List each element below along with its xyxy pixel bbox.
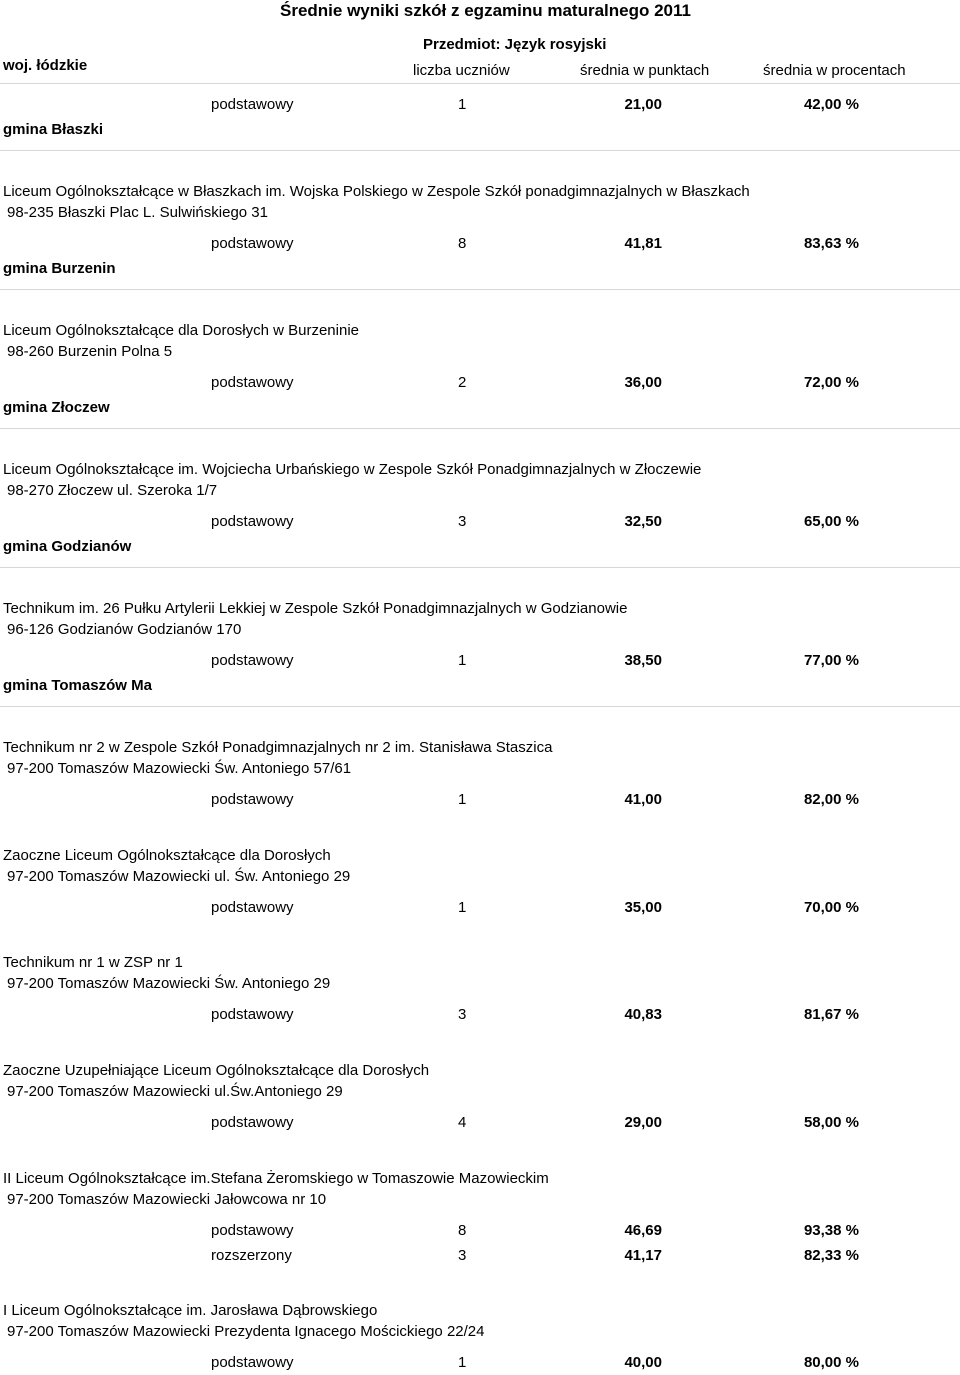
avg-points: 35,00	[624, 899, 662, 916]
student-count: 1	[458, 1354, 467, 1371]
avg-points: 41,81	[624, 235, 662, 252]
avg-points: 32,50	[624, 513, 662, 530]
exam-level: podstawowy	[211, 235, 294, 252]
avg-percent: 65,00 %	[803, 513, 859, 530]
avg-percent: 70,00 %	[803, 899, 859, 916]
school-name: Zaoczne Liceum Ogólnokształcące dla Dorosłych	[3, 847, 331, 864]
school-name: Technikum im. 26 Pułku Artylerii Lekkiej w Zespole Szkół Ponadgimnazjalnych w Godzianowie	[3, 600, 628, 617]
avg-percent: 72,00 %	[803, 374, 859, 391]
student-count: 1	[458, 791, 467, 808]
column-header-avg-percent: średnia w procentach	[763, 62, 906, 79]
school-name: II Liceum Ogólnokształcące im.Stefana Żeromskiego w Tomaszowie Mazowieckim	[3, 1170, 549, 1187]
school-name: Liceum Ogólnokształcące w Błaszkach im. Wojska Polskiego w Zespole Szkół ponadgimnazjalnych w Błaszkach	[3, 183, 750, 200]
avg-percent: 93,38 %	[803, 1222, 859, 1239]
school-address: 96-126 Godzianów Godzianów 170	[7, 621, 242, 638]
student-count: 1	[458, 96, 467, 113]
column-header-students: liczba uczniów	[413, 62, 510, 79]
school-name: I Liceum Ogólnokształcące im. Jarosława Dąbrowskiego	[3, 1302, 378, 1319]
page-title: Średnie wyniki szkół z egzaminu maturalnego 2011	[280, 1, 691, 20]
header-divider	[0, 83, 960, 84]
avg-points: 36,00	[624, 374, 662, 391]
avg-points: 38,50	[624, 652, 662, 669]
region-label: woj. łódzkie	[3, 57, 88, 74]
student-count: 4	[458, 1114, 467, 1131]
avg-points: 21,00	[624, 96, 662, 113]
avg-percent: 77,00 %	[803, 652, 859, 669]
exam-level: podstawowy	[211, 1006, 294, 1023]
student-count: 3	[458, 1247, 467, 1264]
avg-percent: 58,00 %	[803, 1114, 859, 1131]
exam-level: podstawowy	[211, 374, 294, 391]
gmina-label: gmina Tomaszów Ma	[3, 677, 152, 694]
school-address: 97-200 Tomaszów Mazowiecki ul. Św. Antoniego 29	[7, 868, 351, 885]
student-count: 1	[458, 899, 467, 916]
avg-percent: 42,00 %	[803, 96, 859, 113]
exam-level: podstawowy	[211, 513, 294, 530]
student-count: 1	[458, 652, 467, 669]
gmina-label: gmina Złoczew	[3, 399, 110, 416]
school-name: Liceum Ogólnokształcące im. Wojciecha Urbańskiego w Zespole Szkół Ponadgimnazjalnych w Złoczewie	[3, 461, 702, 478]
section-divider	[0, 567, 960, 568]
exam-level: podstawowy	[211, 96, 294, 113]
school-name: Liceum Ogólnokształcące dla Dorosłych w Burzeninie	[3, 322, 360, 339]
avg-points: 40,83	[624, 1006, 662, 1023]
exam-level: podstawowy	[211, 1222, 294, 1239]
avg-percent: 83,63 %	[803, 235, 859, 252]
avg-percent: 81,67 %	[803, 1006, 859, 1023]
student-count: 3	[458, 1006, 467, 1023]
school-address: 98-235 Błaszki Plac L. Sulwińskiego 31	[7, 204, 268, 221]
gmina-label: gmina Burzenin	[3, 260, 116, 277]
school-name: Zaoczne Uzupełniające Liceum Ogólnokształcące dla Dorosłych	[3, 1062, 430, 1079]
exam-level: rozszerzony	[211, 1247, 292, 1264]
avg-percent: 80,00 %	[803, 1354, 859, 1371]
avg-points: 40,00	[624, 1354, 662, 1371]
student-count: 2	[458, 374, 467, 391]
avg-percent: 82,00 %	[803, 791, 859, 808]
student-count: 8	[458, 235, 467, 252]
school-address: 98-260 Burzenin Polna 5	[7, 343, 173, 360]
column-header-avg-points: średnia w punktach	[580, 62, 710, 79]
exam-level: podstawowy	[211, 1114, 294, 1131]
section-divider	[0, 289, 960, 290]
avg-points: 41,00	[624, 791, 662, 808]
student-count: 3	[458, 513, 467, 530]
avg-points: 29,00	[624, 1114, 662, 1131]
exam-level: podstawowy	[211, 791, 294, 808]
school-address: 97-200 Tomaszów Mazowiecki Jałowcowa nr 10	[7, 1191, 327, 1208]
gmina-label: gmina Godzianów	[3, 538, 132, 555]
school-address: 98-270 Złoczew ul. Szeroka 1/7	[7, 482, 218, 499]
avg-points: 46,69	[624, 1222, 662, 1239]
avg-percent: 82,33 %	[803, 1247, 859, 1264]
exam-level: podstawowy	[211, 652, 294, 669]
avg-points: 41,17	[624, 1247, 662, 1264]
subject-label: Przedmiot: Język rosyjski	[423, 36, 607, 53]
school-name: Technikum nr 2 w Zespole Szkół Ponadgimnazjalnych nr 2 im. Stanisława Staszica	[3, 739, 553, 756]
school-address: 97-200 Tomaszów Mazowiecki Prezydenta Ignacego Mościckiego 22/24	[7, 1323, 485, 1340]
gmina-label: gmina Błaszki	[3, 121, 104, 138]
school-address: 97-200 Tomaszów Mazowiecki ul.Św.Antoniego 29	[7, 1083, 343, 1100]
section-divider	[0, 706, 960, 707]
school-name: Technikum nr 1 w ZSP nr 1	[3, 954, 183, 971]
exam-level: podstawowy	[211, 1354, 294, 1371]
section-divider	[0, 428, 960, 429]
section-divider	[0, 150, 960, 151]
school-address: 97-200 Tomaszów Mazowiecki Św. Antoniego 57/61	[7, 760, 352, 777]
exam-level: podstawowy	[211, 899, 294, 916]
school-address: 97-200 Tomaszów Mazowiecki Św. Antoniego 29	[7, 975, 331, 992]
student-count: 8	[458, 1222, 467, 1239]
